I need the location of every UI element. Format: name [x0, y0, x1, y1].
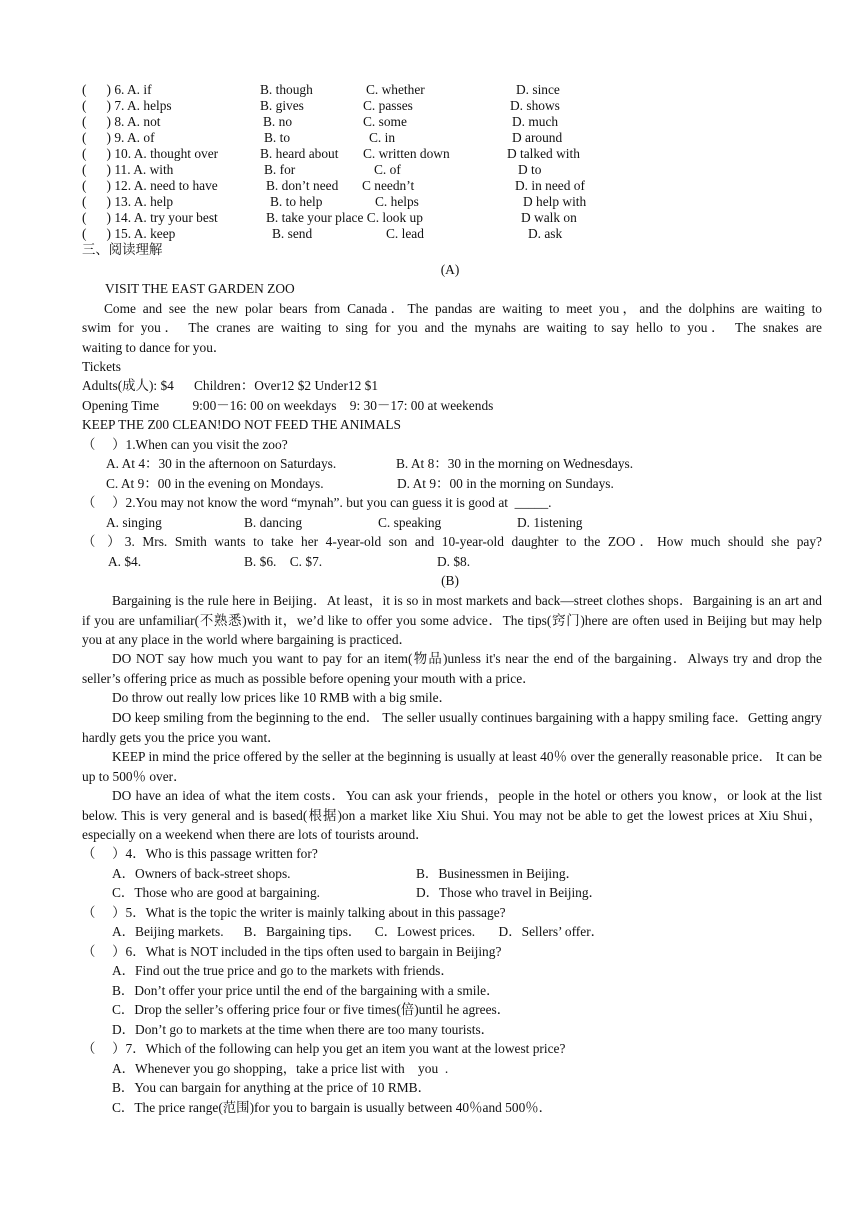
cloze-option-b: B. send: [272, 226, 313, 241]
option: C．Those who are good at bargaining.: [112, 885, 321, 900]
passage-a-label: (A): [440, 262, 460, 277]
cloze-item: ( ) 10. A. thought over: [82, 146, 219, 161]
option: C. speaking: [378, 515, 442, 530]
cloze-option-b: B. for: [264, 162, 296, 177]
cloze-option-d: D to: [518, 162, 542, 177]
passage-b-paragraph: KEEP in mind the price offered by the seller at the beginning is usually at least 40％ over the generally reasonable price． It can be up to 500％ over．: [82, 749, 822, 784]
ticket-prices: Adults(成人): $4 Children：Over12 $2 Under12 $1: [82, 378, 379, 393]
option: B．Businessmen in Beijing．: [416, 866, 579, 881]
cloze-item: ( ) 14. A. try your best: [82, 210, 218, 225]
cloze-item: ( ) 9. A. of: [82, 130, 155, 145]
cloze-option-d: D. since: [516, 82, 560, 97]
question-a1: （ ）1.When can you visit the zoo?: [82, 437, 288, 452]
cloze-option-d: D. shows: [510, 98, 560, 113]
passage-a-text-line: waiting to dance for you．: [82, 340, 227, 355]
cloze-option-b: B. no: [263, 114, 293, 129]
cloze-option-d: D. in need of: [515, 178, 585, 193]
passage-b-paragraph: DO keep smiling from the beginning to the end． The seller usually continues bargaining with a happy smiling face．Getting angry hardly gets you the price you want．: [82, 710, 822, 745]
option: A. At 4：30 in the afternoon on Saturdays.: [106, 456, 337, 471]
option: C．Drop the seller’s offering price four or five times(倍)until he agrees．: [112, 1002, 511, 1017]
cloze-option-c: C needn’t: [362, 178, 415, 193]
passage-b-label: (B): [441, 573, 459, 588]
tickets-heading: Tickets: [82, 359, 121, 374]
passage-b-paragraph: DO have an idea of what the item costs．You can ask your friends，people in the hotel or others you know，or look at the list below. This is very general and is based(根据)on a market like Xiu Shui. You may not be able to get the lowest prices at Xiu Shui，especially on a weekend when there are lots of tourists around．: [82, 788, 822, 842]
cloze-item: ( ) 15. A. keep: [82, 226, 176, 241]
option-row: A．Beijing markets. B．Bargaining tips． C．Lowest prices. D．Sellers’ offer．: [112, 924, 605, 939]
cloze-option-b: B. to help: [270, 194, 323, 209]
passage-a-title: VISIT THE EAST GARDEN ZOO: [105, 281, 295, 296]
cloze-option-c: C. of: [374, 162, 401, 177]
option: D．Those who travel in Beijing．: [416, 885, 602, 900]
cloze-item: ( ) 6. A. if: [82, 82, 152, 97]
passage-b-paragraph: DO NOT say how much you want to pay for an item(物品)unless it's near the end of the bargaining．Always try and drop the seller’s offering price as much as possible before opening your mouth with a price．: [82, 651, 822, 686]
cloze-option-c: C. written down: [363, 146, 450, 161]
cloze-option-b: B. heard about: [260, 146, 339, 161]
option: A. singing: [106, 515, 162, 530]
cloze-option-c: C. helps: [375, 194, 419, 209]
cloze-option-c: C. some: [363, 114, 407, 129]
option: A．Find out the true price and go to the markets with friends．: [112, 963, 454, 978]
cloze-option-c: C. in: [369, 130, 396, 145]
opening-time: Opening Time 9:00－16: 00 on weekdays 9: 30－17: 00 at weekends: [82, 398, 494, 413]
zoo-notice: KEEP THE Z00 CLEAN!DO NOT FEED THE ANIMALS: [82, 417, 402, 432]
option: C. At 9：00 in the evening on Mondays.: [106, 476, 324, 491]
question-a2: （ ）2.You may not know the word “mynah”. but you can guess it is good at _____.: [82, 495, 552, 510]
option: C．The price range(范围)for you to bargain is usually between 40％and 500％．: [112, 1100, 553, 1115]
cloze-option-d: D. much: [512, 114, 559, 129]
option: B. dancing: [244, 515, 303, 530]
cloze-item: ( ) 7. A. helps: [82, 98, 172, 113]
cloze-option-d: D around: [512, 130, 563, 145]
option: D. At 9：00 in the morning on Sundays.: [397, 476, 614, 491]
option: B．Don’t offer your price until the end of the bargaining with a smile．: [112, 983, 500, 998]
option: D. $8.: [437, 554, 471, 569]
cloze-option-c: C. passes: [363, 98, 413, 113]
option: B. $6. C. $7.: [244, 554, 323, 569]
question-b5: （ ）5．What is the topic the writer is mainly talking about in this passage?: [82, 905, 506, 920]
question-b4: （ ）4．Who is this passage written for?: [82, 846, 318, 861]
cloze-option-d: D. ask: [528, 226, 563, 241]
passage-a-text-line: Come and see the new polar bears from Canada．The pandas are waiting to meet you，and the dolphins are waiting to: [104, 301, 822, 316]
option: A．Owners of back-street shops.: [112, 866, 291, 881]
option: B. At 8：30 in the morning on Wednesdays.: [396, 456, 634, 471]
cloze-option-b: B. don’t need: [266, 178, 339, 193]
cloze-option-d: D help with: [523, 194, 587, 209]
cloze-item: ( ) 13. A. help: [82, 194, 174, 209]
cloze-option-c: C. lead: [386, 226, 424, 241]
question-a3: （ ）3. Mrs. Smith wants to take her 4-year-old son and 10-year-old daughter to the ZOO．How much should she pay?: [82, 534, 822, 549]
question-b6: （ ）6．What is NOT included in the tips often used to bargain in Beijing?: [82, 944, 502, 959]
passage-b-paragraph: Do throw out really low prices like 10 RMB with a big smile．: [112, 690, 452, 705]
cloze-item: ( ) 12. A. need to have: [82, 178, 218, 193]
cloze-option-d: D talked with: [507, 146, 580, 161]
cloze-option-b: B. take your place C. look up: [266, 210, 423, 225]
option: A．Whenever you go shopping，take a price list with you .: [112, 1061, 449, 1076]
cloze-option-d: D walk on: [521, 210, 577, 225]
cloze-option-b: B. gives: [260, 98, 304, 113]
question-b7: （ ）7．Which of the following can help you get an item you want at the lowest price?: [82, 1041, 566, 1056]
option: D. 1istening: [517, 515, 583, 530]
option: A. $4.: [108, 554, 142, 569]
cloze-option-b: B. though: [260, 82, 313, 97]
option: B．You can bargain for anything at the price of 10 RMB．: [112, 1080, 431, 1095]
passage-a-text-line: swim for you． The cranes are waiting to sing for you and the mynahs are waiting to say hello to you． The snakes are: [82, 320, 822, 335]
cloze-option-b: B. to: [264, 130, 291, 145]
cloze-option-c: C. whether: [366, 82, 425, 97]
cloze-item: ( ) 8. A. not: [82, 114, 161, 129]
cloze-item: ( ) 11. A. with: [82, 162, 174, 177]
section-title: 三、阅读理解: [82, 242, 163, 257]
option: D．Don’t go to markets at the time when there are too many tourists．: [112, 1022, 495, 1037]
passage-b-paragraph: Bargaining is the rule here in Beijing．At least，it is so in most markets and back—street clothes shops．Bargaining is an art and if you are unfamiliar(不熟悉)with it，we’d like to offer you some advice．The tips(窍门)here are often used in Beijing but may help you at any place in the world where bargaining is practiced．: [82, 593, 822, 647]
